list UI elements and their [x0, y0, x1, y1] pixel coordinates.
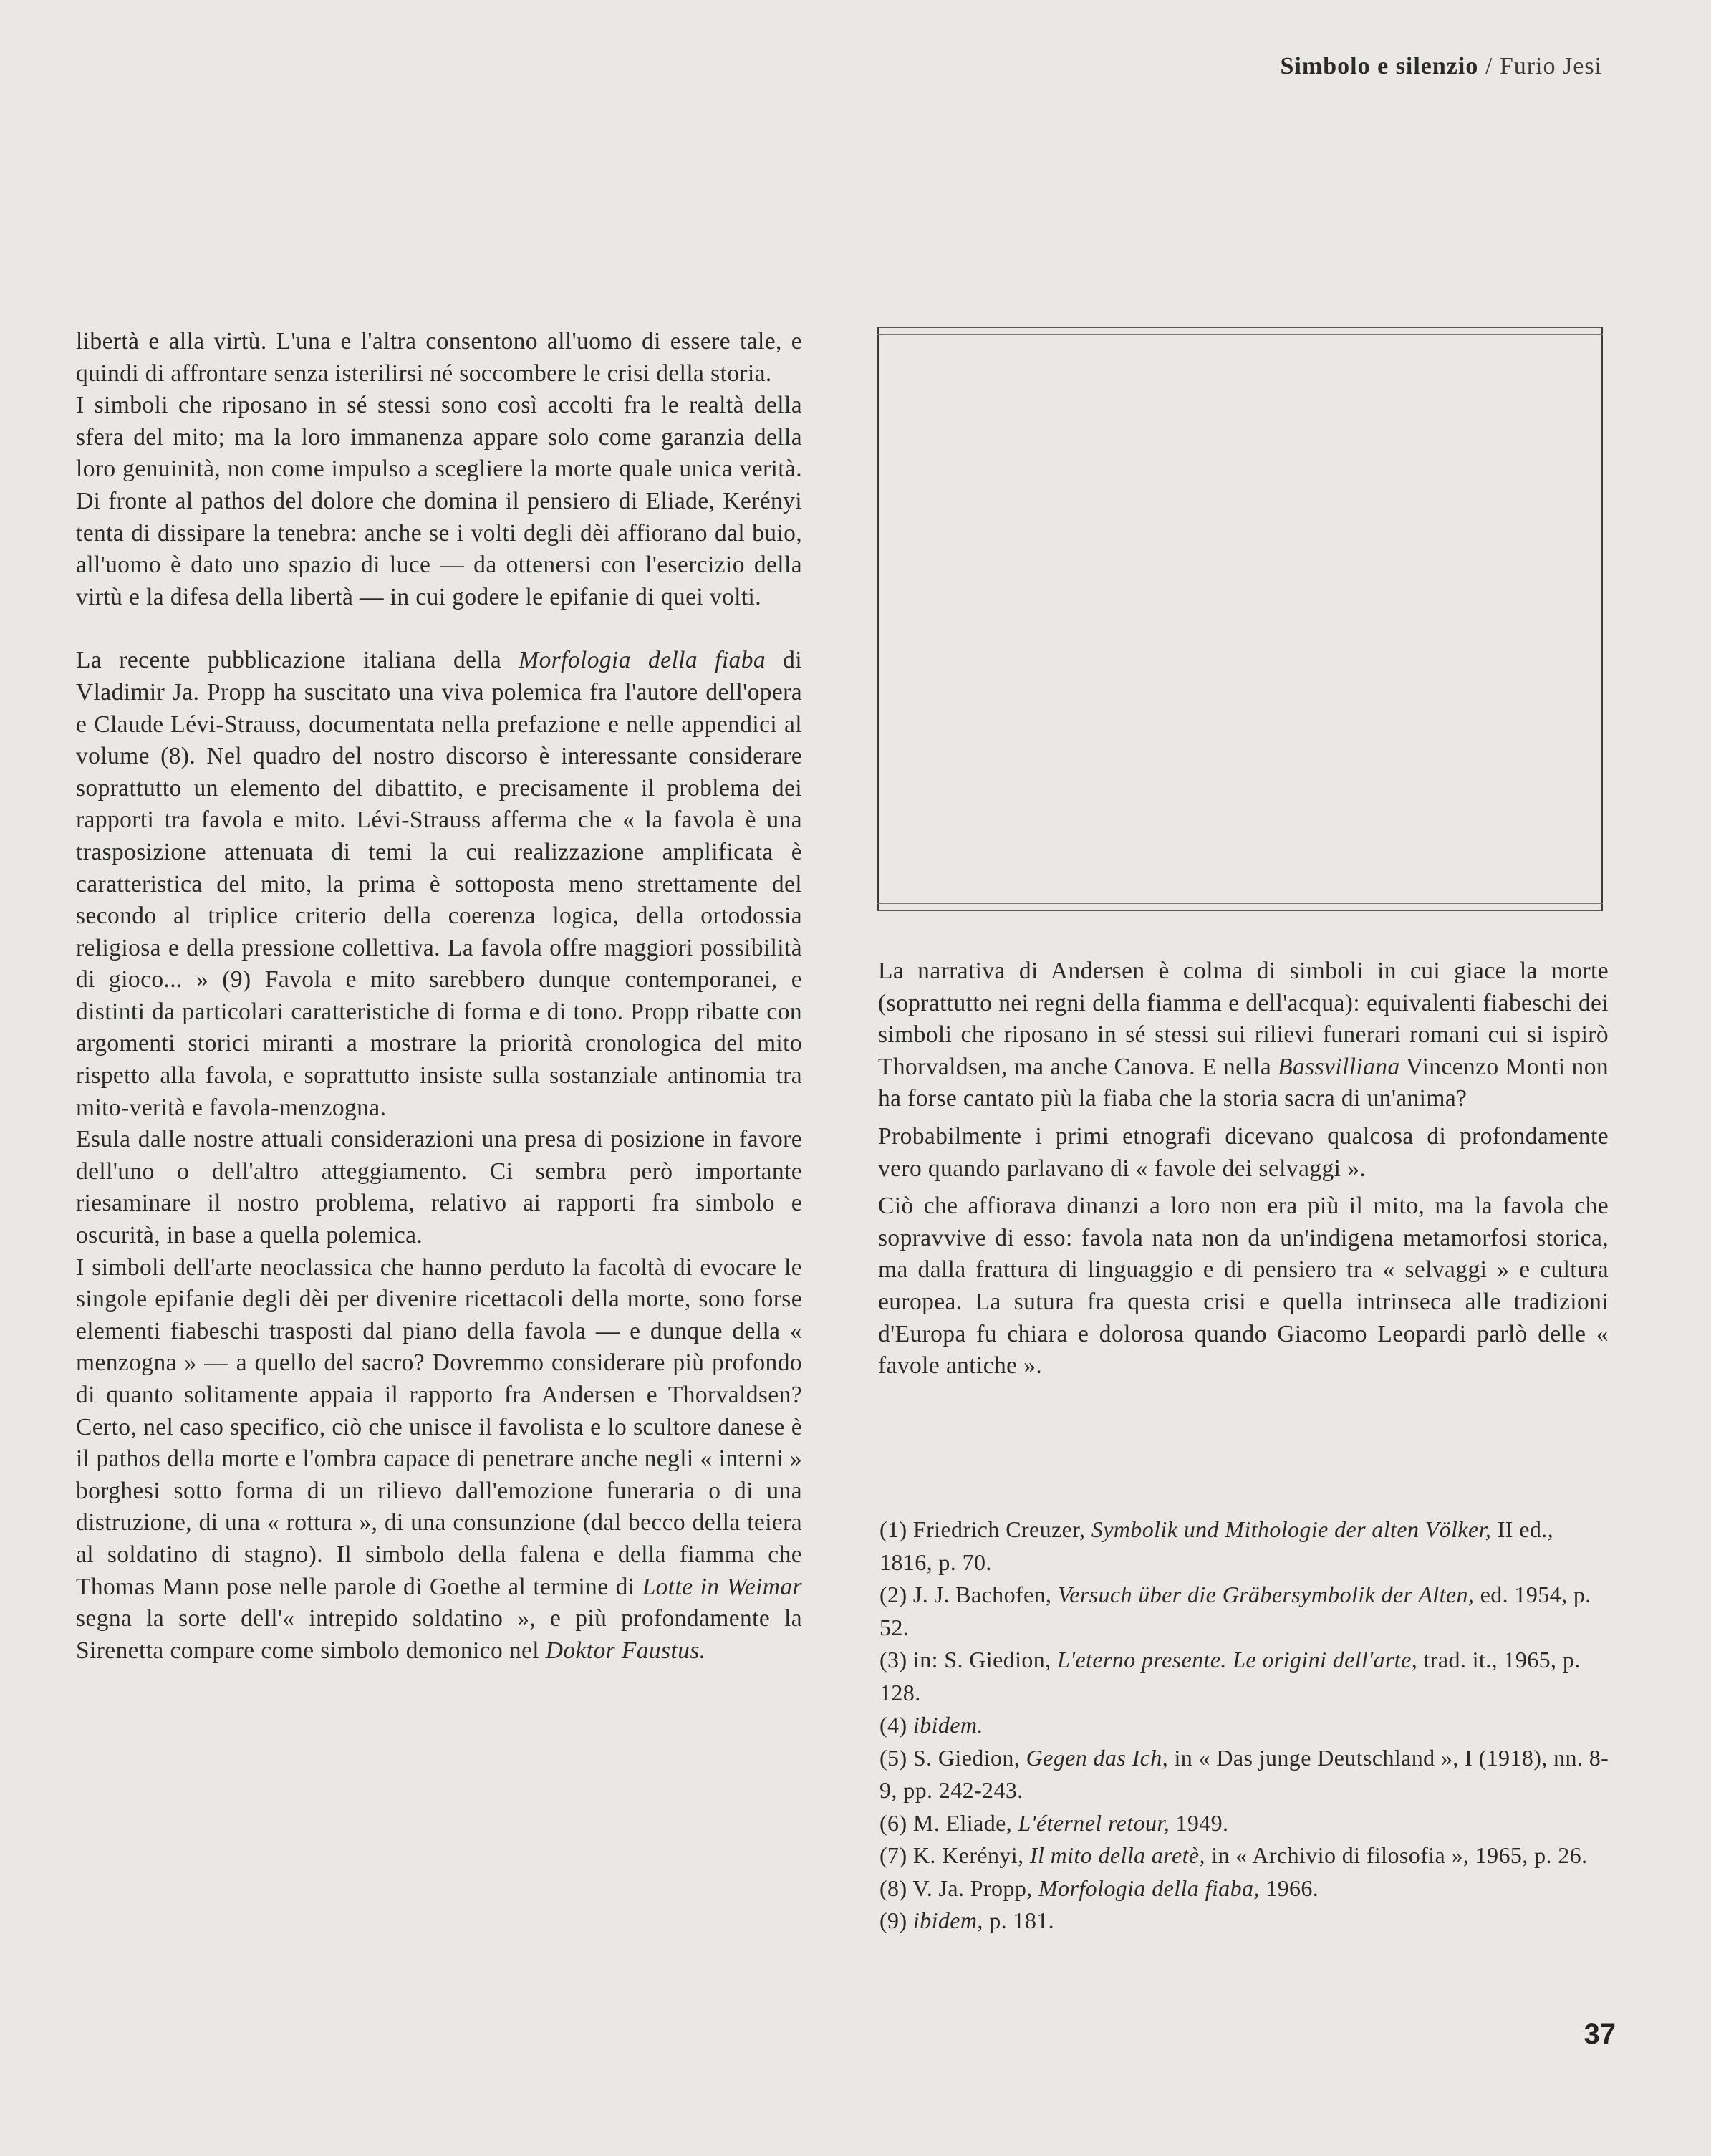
left-paragraph-3 [76, 645, 802, 1124]
footnote [879, 1905, 1610, 1938]
footnote [879, 1872, 1610, 1905]
footnote-pre: (8) V. Ja. Propp, [879, 1875, 1039, 1901]
header-title-and: e [1377, 53, 1389, 80]
footnote [879, 1807, 1610, 1840]
right-paragraph-2: Probabilmente i primi etnografi dicevano qualcosa di profondamente vero quando parlavano di « favole dei selvaggi ». [878, 1122, 1609, 1182]
left-p5-title-faustus: Doktor Faustus. [545, 1637, 706, 1664]
left-paragraph-4: Esula dalle nostre attuali considerazioni una presa di posizione in favore dell'uno o dell'altro atteggiamento. Ci sembra però importante riesaminare il nostro problema, relativo ai rapporti fra simbolo e oscurità, in base a quella polemica. [76, 1126, 802, 1249]
figure-frame [877, 327, 1603, 911]
header-title-word1: Simbolo [1280, 53, 1371, 80]
footnote-pre: (5) S. Giedion, [879, 1744, 1026, 1771]
header-title-word2: silenzio [1395, 53, 1479, 80]
footnote-post: 1949. [1170, 1809, 1229, 1836]
footnotes [879, 1513, 1610, 1938]
right-p1-text-b: Vincenzo Monti non ha forse cantato più la fiaba che la storia sacra di un'anima? [878, 1053, 1609, 1112]
footnote-pre: (3) in: S. Giedion, [879, 1647, 1057, 1673]
footnote-title: L'eterno presente. Le origini dell'arte, [1056, 1647, 1418, 1673]
footnote-pre: (2) J. J. Bachofen, [879, 1582, 1058, 1607]
footnote [879, 1513, 1610, 1579]
footnote-title: ibidem, [912, 1907, 983, 1933]
footnote-pre: (7) K. Kerényi, [879, 1842, 1030, 1868]
footnote-title: Morfologia della fiaba, [1038, 1875, 1260, 1901]
footnote-post: in « Das junge Deutschland », I (1918), nn. 8-9, pp. 242-243. [879, 1744, 1609, 1803]
footnote-pre: (9) [879, 1907, 913, 1933]
left-p5-text-a: I simboli dell'arte neoclassica che hanno perduto la facoltà di evocare le singole epifanie degli dèi per divenire ricettacoli della morte, sono forse elementi fiabeschi trasposti dal piano della favola — e dunque della « menzogna » — a quello del sacro? Dovremmo considerare più profondo di quanto solitamente appaia il rapporto fra Andersen e Thorvaldsen? Certo, nel caso specifico, ciò che unisce il favolista e lo scultore danese è il pathos della morte e l'ombra capace di penetrare anche negli « interni » borghesi sotto forma di un rilievo dall'emozione funeraria o di una distruzione, di una « rottura », di una consunzione (dal becco della teiera al soldatino di stagno). Il simbolo della falena e della fiamma che Thomas Mann pose nelle parole di Goethe al termine di [76, 1253, 802, 1600]
footnote-title: Il mito della aretè, [1029, 1842, 1205, 1868]
left-paragraph-1: libertà e alla virtù. L'una e l'altra consentono all'uomo di essere tale, e quindi di affrontare senza isterilirsi né soccombere le crisi della storia. [76, 328, 802, 387]
right-p1-text-a: La narrativa di Andersen è colma di simboli in cui giace la morte (soprattutto nei regni della fiamma e dell'acqua): equivalenti fiabeschi dei simboli che riposano in sé stessi sui rilievi funerari romani cui si ispirò Thorvaldsen, ma anche Canova. E nella [878, 958, 1609, 1080]
footnote-post: 1966. [1259, 1875, 1319, 1901]
footnote-pre: (1) Friedrich Creuzer, [879, 1516, 1091, 1542]
footnote-post: in « Archivio di filosofia », 1965, p. 26. [1205, 1842, 1588, 1868]
left-p5-text-b: segna la sorte dell'« intrepido soldatino », e più profondamente la Sirenetta compare come simbolo demonico nel [76, 1605, 802, 1664]
footnote [879, 1579, 1610, 1644]
footnote-title: L'éternel retour, [1018, 1809, 1170, 1836]
left-paragraph-2: I simboli che riposano in sé stessi sono così accolti fra le realtà della sfera del mito; ma la loro immanenza appare solo come garanzia della loro genuinità, non come impulso a scegliere la morte quale unica verità. Di fronte al pathos del dolore che domina il pensiero di Eliade, Kerényi tenta di dissipare la tenebra: anche se i volti degli dèi affiorano dal buio, all'uomo è dato uno spazio di luce — da ottenersi con l'esercizio della virtù e la difesa della libertà — in cui godere le epifanie di quei volti. [76, 392, 802, 610]
footnote-post: p. 181. [983, 1907, 1055, 1933]
footnote-post: trad. it., 1965, p. 128. [879, 1647, 1581, 1705]
footnote-post: II ed., 1816, p. 70. [879, 1516, 1554, 1575]
footnote-title: Gegen das Ich, [1026, 1744, 1169, 1771]
footnote-title: Symbolik und Mithologie der alten Völker, [1091, 1516, 1492, 1542]
page-number: 37 [1584, 2018, 1616, 2050]
running-header [1281, 53, 1602, 80]
footnote-title: ibidem. [912, 1712, 983, 1738]
header-separator: / [1485, 53, 1493, 80]
left-column [76, 326, 802, 1667]
footnote-pre: (6) M. Eliade, [879, 1809, 1018, 1836]
footnote [879, 1644, 1610, 1709]
footnote [879, 1709, 1610, 1742]
left-p3-book-title: Morfologia della fiaba [519, 647, 766, 674]
footnote [879, 1742, 1610, 1807]
left-p3-text-b: di Vladimir Ja. Propp ha suscitato una viva polemica fra l'autore dell'opera e Claude Lévi-Strauss, documentata nella prefazione e nelle appendici al volume (8). Nel quadro del nostro discorso è interessante considerare soprattutto un elemento del dibattito, e precisamente il problema dei rapporti tra favola e mito. Lévi-Strauss afferma che « la favola è una trasposizione attenuata di temi la cui realizzazione amplificata è caratteristica del mito, la prima è sottoposta meno strettamente del secondo al triplice criterio della coerenza logica, della ortodossia religiosa e della pressione collettiva. La favola offre maggiori possibilità di gioco... » (9) Favola e mito sarebbero dunque contemporanei, e distinti da particolari caratteristiche di forma e di tono. Propp ribatte con argomenti storici miranti a mostrare la priorità cronologica del mito rispetto alla favola, e soprattutto insiste sulla sostanziale antinomia tra mito-verità e favola-menzogna. [76, 647, 803, 1121]
right-paragraph-3: Ciò che affiorava dinanzi a loro non era più il mito, ma la favola che sopravvive di esso: favola nata non da un'indigena metamorfosi storica, ma dalla frattura di linguaggio e di pensiero tra « selvaggi » e cultura europea. La sutura fra questa crisi e quella intrinseca alle tradizioni d'Europa fu chiara e dolorosa quando Giacomo Leopardi parlò delle « favole antiche ». [878, 1193, 1609, 1380]
left-p3-text-a: La recente pubblicazione italiana della [76, 647, 519, 674]
footnote [879, 1839, 1610, 1872]
right-p1-title: Bassvilliana [1278, 1053, 1400, 1080]
left-paragraph-5 [76, 1252, 802, 1667]
right-paragraph-1 [878, 956, 1609, 1115]
right-column [878, 956, 1609, 1382]
footnote-post: ed. 1954, p. 52. [879, 1582, 1591, 1640]
header-author: Furio Jesi [1499, 53, 1602, 80]
left-p5-title-lotte: Lotte in Weimar [642, 1573, 802, 1600]
footnote-title: Versuch über die Gräbersymbolik der Alten, [1057, 1582, 1475, 1607]
footnote-pre: (4) [879, 1712, 913, 1738]
